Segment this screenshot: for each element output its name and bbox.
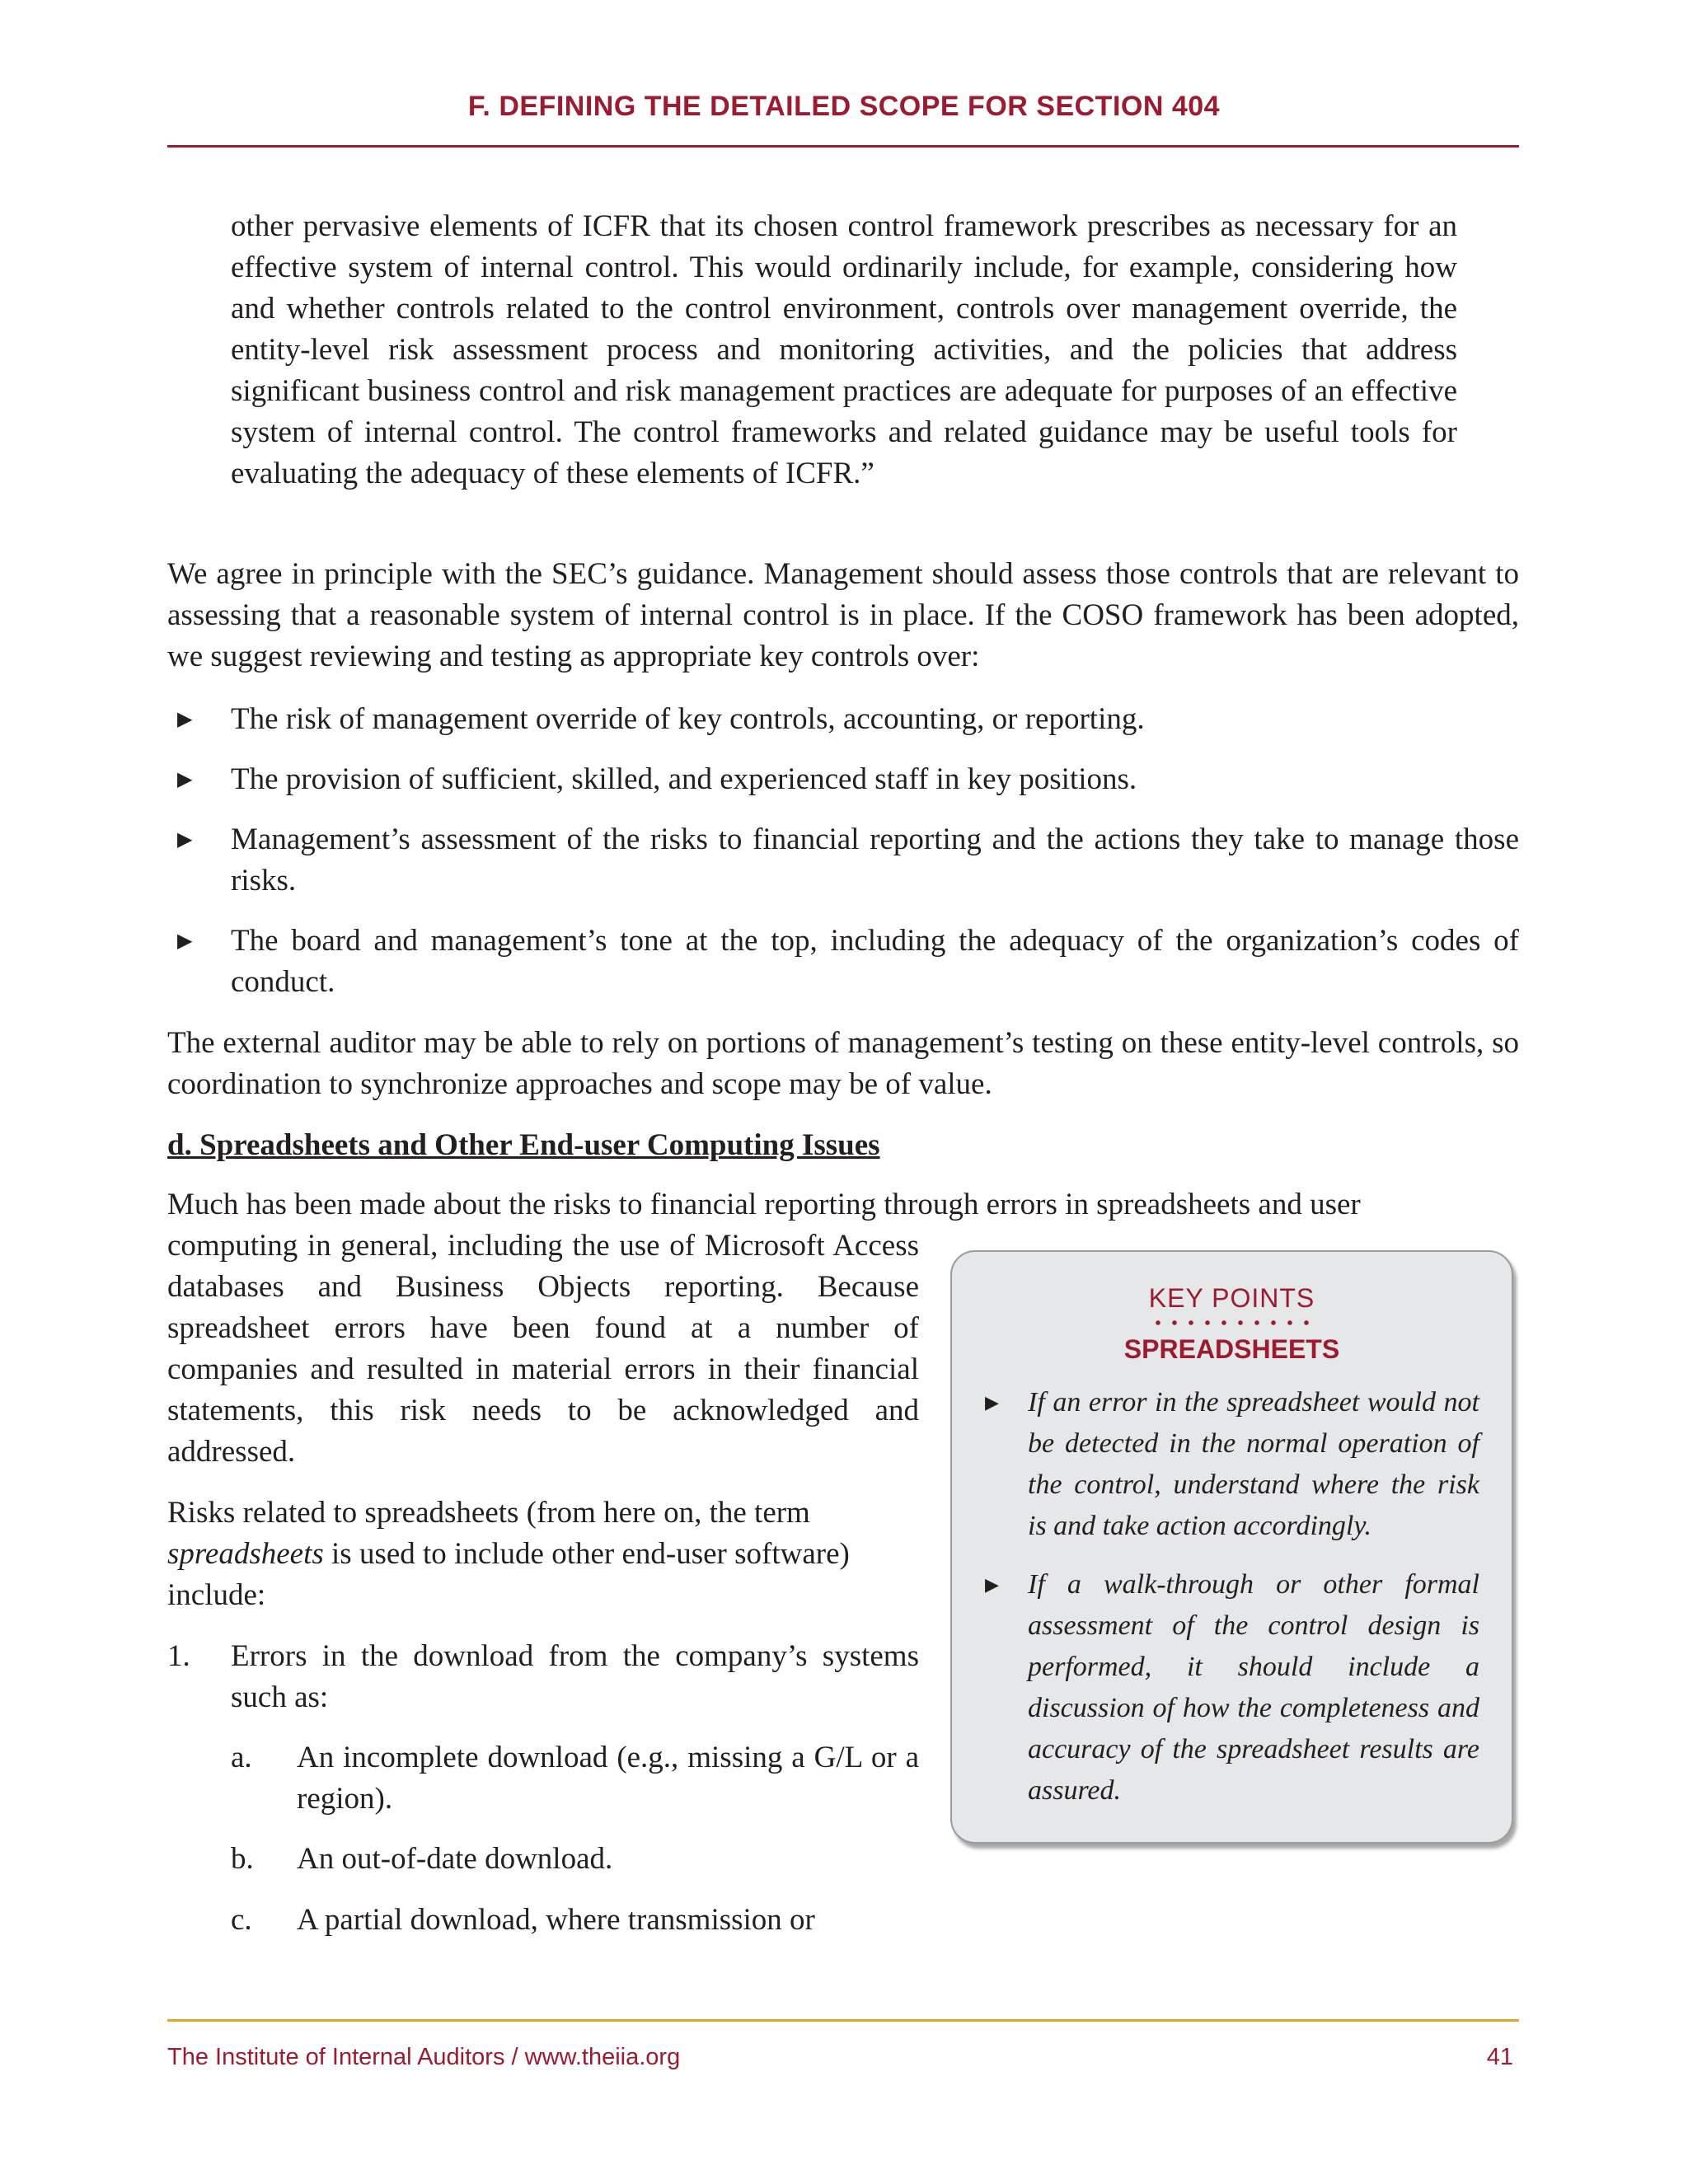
sub-item-b: [231, 1839, 919, 1880]
bullet-arrow-icon: ▶: [177, 769, 193, 790]
key-points-label: KEY POINTS: [1148, 1283, 1315, 1313]
key-point-item: [985, 1564, 1479, 1811]
key-points-box: [950, 1250, 1513, 1844]
key-points-list: [985, 1382, 1479, 1829]
page-number: 41: [1486, 2044, 1513, 2070]
paragraph-4-text-before: Risks related to spreadsheets (from here on, the term: [167, 1496, 810, 1530]
paragraph-4-text-after: is used to include other end-user software) include:: [167, 1537, 850, 1612]
page-header-title: F. DEFINING THE DETAILED SCOPE FOR SECTION 404: [467, 91, 1221, 122]
sub-item-text: A partial download, where transmission or: [297, 1903, 815, 1937]
sub-item-letter: c.: [231, 1903, 252, 1937]
body-paragraph-3-first-line: Much has been made about the risks to financial reporting through errors in spreadsheets and user: [167, 1188, 1361, 1221]
bullet-item: [167, 819, 1519, 902]
bullet-arrow-icon: ▶: [985, 1574, 999, 1595]
body-paragraph-4: [167, 1493, 919, 1616]
body-paragraph-1: We agree in principle with the SEC’s guidance. Management should assess those controls that are relevant to assessing that a reasonable system of internal control is in place. If the COSO framework has been adopted, we suggest reviewing and testing as appropriate key controls over:: [167, 557, 1519, 673]
quote-paragraph: other pervasive elements of ICFR that its chosen control framework prescribes as necessary for an effective system of internal control. This would ordinarily include, for example, considering how and whether controls related to the control environment, controls over management override, the entity-level risk assessment process and monitoring activities, and the policies that address significant business control and risk management practices are adequate for purposes of an effective system of internal control. The control frameworks and related guidance may be useful tools for evaluating the adequacy of these elements of ICFR.”: [231, 209, 1457, 490]
bullet-arrow-icon: ▶: [985, 1392, 999, 1413]
list-item-1: [167, 1636, 919, 1718]
bullet-text: Management’s assessment of the risks to financial reporting and the actions they take to manage those risks.: [231, 823, 1519, 898]
key-point-text: If an error in the spreadsheet would not be detected in the normal operation of the control, understand where the risk is and take action accordingly.: [1028, 1387, 1479, 1541]
bullet-arrow-icon: ▶: [177, 829, 193, 851]
bullet-text: The provision of sufficient, skilled, and experienced staff in key positions.: [231, 762, 1137, 796]
footer-rule: [167, 2019, 1519, 2022]
sub-item-letter: a.: [231, 1741, 252, 1774]
list-item-number: 1.: [167, 1639, 190, 1673]
key-point-text: If a walk-through or other formal assessment of the control design is performed, it should include a discussion of how the completeness and accuracy of the spreadsheet results are assured.: [1028, 1569, 1479, 1806]
section-subheading: d. Spreadsheets and Other End-user Computing Issues: [167, 1128, 880, 1162]
bullet-arrow-icon: ▶: [177, 930, 193, 952]
body-paragraph-2: The external auditor may be able to rely on portions of management’s testing on these entity-level controls, so coordination to synchronize approaches and scope may be of value.: [167, 1026, 1519, 1101]
sub-item-text: An out-of-date download.: [297, 1842, 613, 1876]
key-point-item: [985, 1382, 1479, 1547]
bullet-arrow-icon: ▶: [177, 709, 193, 730]
bullet-item: [167, 759, 1519, 800]
footer-publisher: The Institute of Internal Auditors / www.theiia.org: [167, 2044, 681, 2070]
sub-item-c: [231, 1900, 919, 1941]
bullet-text: The board and management’s tone at the top, including the adequacy of the organization’s codes of conduct.: [231, 924, 1519, 999]
sub-item-text: An incomplete download (e.g., missing a G/L or a region).: [297, 1741, 919, 1816]
bullet-text: The risk of management override of key controls, accounting, or reporting.: [231, 702, 1145, 736]
paragraph-4-term: spreadsheets: [167, 1537, 324, 1571]
entity-controls-bullet-list: [167, 699, 1519, 1022]
list-item-text: Errors in the download from the company’s systems such as:: [231, 1639, 919, 1714]
bullet-item: [167, 921, 1519, 1003]
bullet-item: [167, 699, 1519, 740]
body-paragraph-3: computing in general, including the use of Microsoft Access databases and Business Objects reporting. Because spreadsheet errors have been found at a number of companies and resulted in material errors in their financial statements, this risk needs to be acknowledged and addressed.: [167, 1229, 919, 1469]
dotted-underline: [1150, 1319, 1315, 1326]
key-points-title: SPREADSHEETS: [1123, 1334, 1340, 1364]
header-rule: [167, 145, 1519, 148]
sub-item-a: [231, 1737, 919, 1820]
sub-item-letter: b.: [231, 1842, 254, 1876]
